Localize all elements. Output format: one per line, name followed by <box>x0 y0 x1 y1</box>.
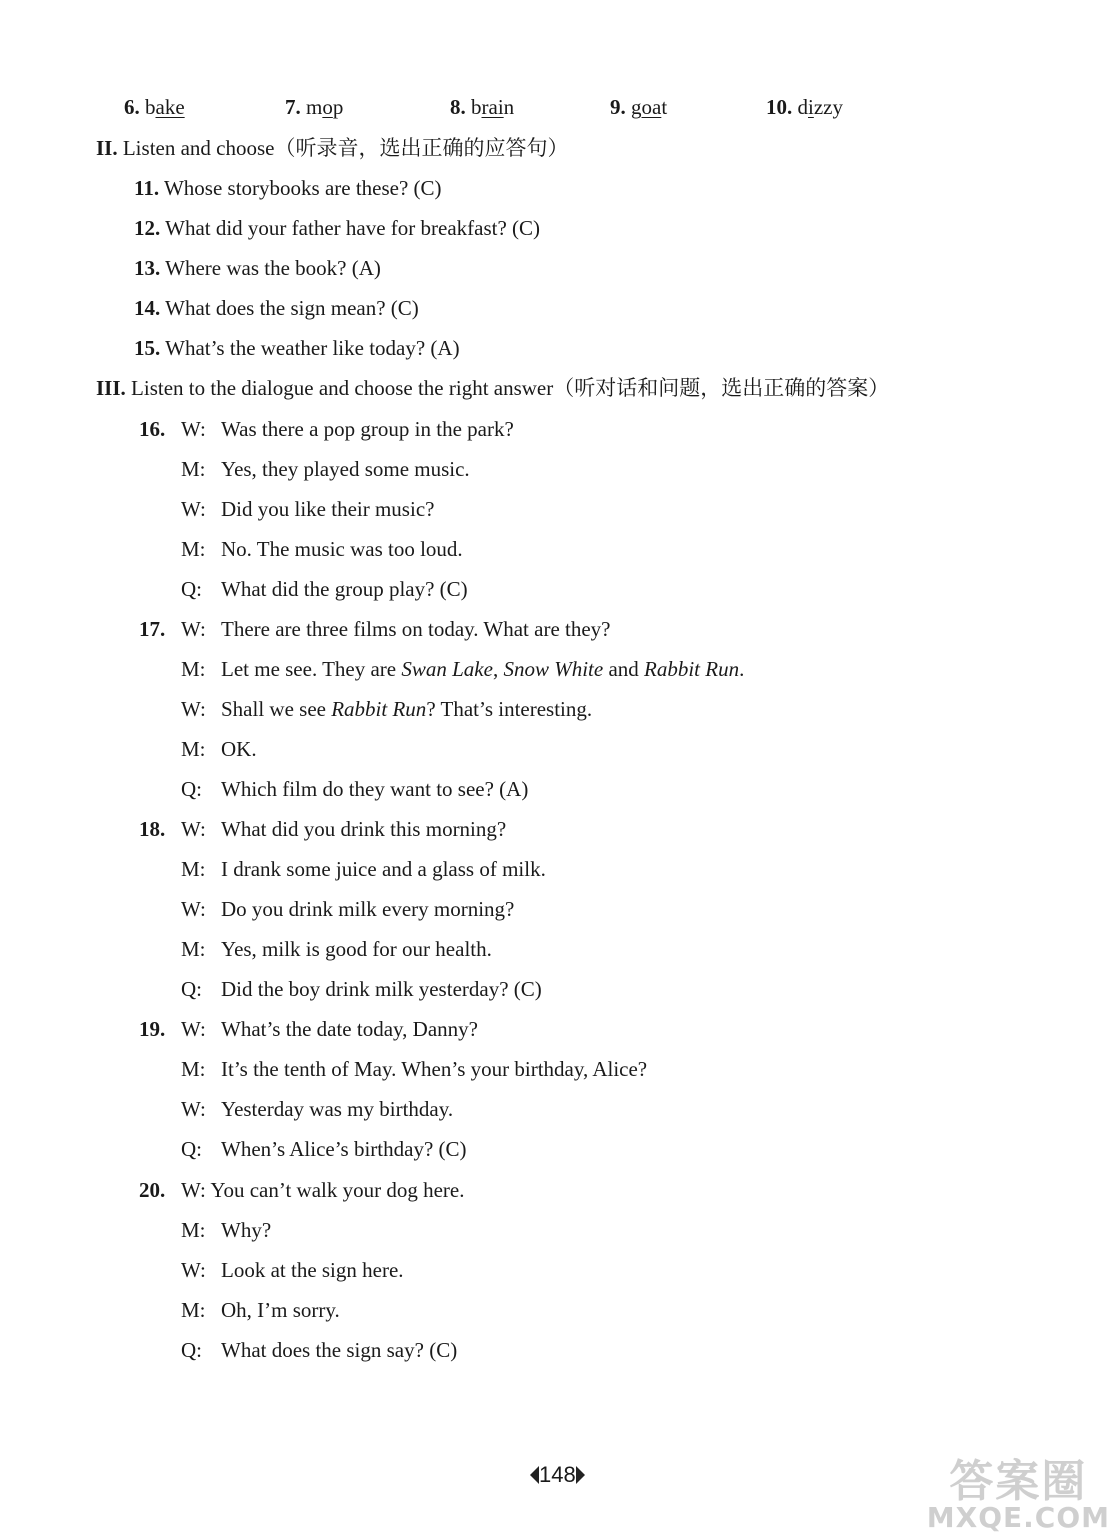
question-14: 14. What does the sign mean? (C) <box>134 296 419 320</box>
word-item-6: 6. bake <box>124 95 185 119</box>
word-item-10: 10. dizzy <box>766 95 843 119</box>
film-title-rabbit-run-2: Rabbit Run <box>331 697 427 721</box>
watermark-url: MXQE.COM <box>926 1501 1110 1534</box>
dialogue-17-line-2: M: Let me see. They are Swan Lake, Snow White and Rabbit Run. <box>181 657 745 681</box>
dialogue-18-line-1: W: What did you drink this morning? <box>181 817 507 841</box>
page-number: 148 <box>530 1463 585 1486</box>
watermark-logo-text: 答案圈 <box>949 1456 1088 1507</box>
question-15: 15. What’s the weather like today? (A) <box>134 336 460 360</box>
dialogue-18-line-4: M: Yes, milk is good for our health. <box>181 937 492 961</box>
dialogue-17-question: Q: Which film do they want to see? (A) <box>181 777 529 801</box>
dialogue-19-question: Q: When’s Alice’s birthday? (C) <box>181 1137 467 1161</box>
left-triangle-icon <box>530 1466 539 1484</box>
dialogue-18-question: Q: Did the boy drink milk yesterday? (C) <box>181 977 542 1001</box>
dialogue-19-line-2: M: It’s the tenth of May. When’s your birthday, Alice? <box>181 1057 648 1081</box>
dialogue-17-line-4: M: OK. <box>181 737 257 761</box>
word-item-7: 7. mop <box>285 95 344 119</box>
dialogue-20-line-2: M: Why? <box>181 1218 272 1242</box>
dialogue-16-line-1: W: Was there a pop group in the park? <box>181 417 514 441</box>
dialogue-17-line-1: W: There are three films on today. What are they? <box>181 617 611 641</box>
dialogue-18-number: 18. <box>139 817 166 841</box>
dialogue-18-line-2: M: I drank some juice and a glass of milk. <box>181 857 546 881</box>
dialogue-16-line-2: M: Yes, they played some music. <box>181 457 470 481</box>
dialogue-17-line-3: W: Shall we see Rabbit Run? That’s interesting. <box>181 697 593 721</box>
film-title-swan-lake: Swan Lake <box>401 657 493 681</box>
dialogue-20-number: 20. <box>139 1178 166 1202</box>
dialogue-20-question: Q: What does the sign say? (C) <box>181 1338 458 1362</box>
dialogue-19-line-3: W: Yesterday was my birthday. <box>181 1097 454 1121</box>
dialogue-16-number: 16. <box>139 417 166 441</box>
film-title-snow-white: Snow White <box>503 657 604 681</box>
word-item-9: 9. goat <box>610 95 668 119</box>
word-item-8: 8. brain <box>450 95 515 119</box>
dialogue-20-line-1: W: You can’t walk your dog here. <box>181 1178 465 1202</box>
dialogue-17-number: 17. <box>139 617 166 641</box>
watermark <box>926 1456 1110 1534</box>
dialogue-20-line-4: M: Oh, I’m sorry. <box>181 1298 340 1322</box>
question-11: 11. Whose storybooks are these? (C) <box>134 176 442 200</box>
section-3-heading: III. Listen to the dialogue and choose the right answer（听对话和问题，选出正确的答案） <box>96 376 890 400</box>
question-13: 13. Where was the book? (A) <box>134 256 381 280</box>
dialogue-19-number: 19. <box>139 1017 166 1041</box>
film-title-rabbit-run: Rabbit Run <box>644 657 740 681</box>
dialogue-16-line-4: M: No. The music was too loud. <box>181 537 463 561</box>
right-triangle-icon <box>576 1466 585 1484</box>
dialogue-16-question: Q: What did the group play? (C) <box>181 577 468 601</box>
question-12: 12. What did your father have for breakfast? (C) <box>134 216 541 240</box>
section-2-heading: II. Listen and choose（听录音，选出正确的应答句） <box>96 136 569 160</box>
dialogue-19-line-1: W: What’s the date today, Danny? <box>181 1017 478 1041</box>
dialogue-16-line-3: W: Did you like their music? <box>181 497 435 521</box>
dialogue-18-line-3: W: Do you drink milk every morning? <box>181 897 515 921</box>
dialogue-20-line-3: W: Look at the sign here. <box>181 1258 404 1282</box>
